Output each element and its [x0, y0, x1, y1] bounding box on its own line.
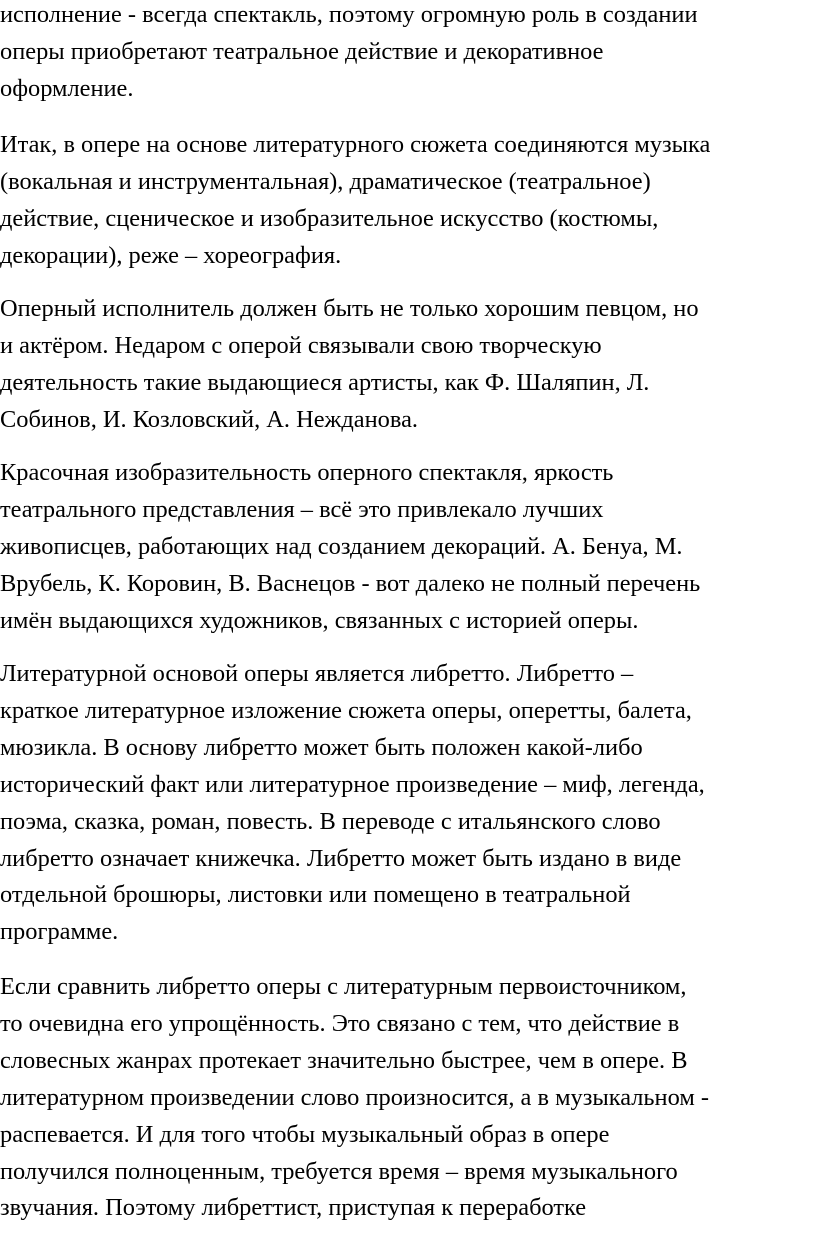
- text-line: исторический факт или литературное произведение – миф, легенда,: [0, 770, 705, 798]
- text-line: Оперный исполнитель должен быть не только хорошим певцом, но: [0, 295, 699, 322]
- text-line: оперы приобретают театральное действие и декоративное: [0, 37, 604, 65]
- text-line: распевается. И для того чтобы музыкальный образ в опере: [0, 1120, 610, 1148]
- text-line: Врубель, К. Коровин, В. Васнецов - вот далеко не полный перечень: [0, 569, 701, 597]
- text-line: оформление.: [0, 74, 134, 102]
- text-line: мюзикла. В основу либретто может быть положен какой-либо: [0, 733, 643, 761]
- text-line: имён выдающихся художников, связанных с историей оперы.: [0, 606, 639, 634]
- text-line: Литературной основой оперы является либретто. Либретто –: [0, 660, 634, 687]
- text-line: деятельность такие выдающиеся артисты, как Ф. Шаляпин, Л.: [0, 368, 650, 396]
- text-line: звучания. Поэтому либреттист, приступая к переработке: [0, 1194, 587, 1222]
- text-line: литературном произведении слово произносится, а в музыкальном -: [0, 1083, 709, 1111]
- text-line: либретто означает книжечка. Либретто может быть издано в виде: [0, 844, 682, 872]
- text-line: программе.: [0, 918, 119, 946]
- paragraph-opera-staging: [0, 0, 814, 108]
- paragraph-libretto-definition: [0, 656, 814, 951]
- text-line: получился полноценным, требуется время – время музыкального: [0, 1157, 678, 1185]
- text-line: то очевидна его упрощённость. Это связано с тем, что действие в: [0, 1009, 680, 1037]
- text-line: краткое литературное изложение сюжета оперы, оперетты, балета,: [0, 696, 692, 724]
- text-line: Красочная изобразительность оперного спектакля, яркость: [0, 459, 614, 486]
- text-line: и актёром. Недаром с оперой связывали свою творческую: [0, 331, 602, 359]
- text-line: отдельной брошюры, листовки или помещено в театральной: [0, 881, 631, 909]
- paragraph-libretto-comparison: [0, 969, 814, 1227]
- text-line: Собинов, И. Козловский, А. Нежданова.: [0, 405, 418, 433]
- text-line: декорации), реже – хореография.: [0, 241, 342, 269]
- text-line: (вокальная и инструментальная), драматическое (театральное): [0, 167, 651, 195]
- text-line: Итак, в опере на основе литературного сюжета соединяются музыка: [0, 131, 711, 158]
- text-line: театрального представления – всё это привлекало лучших: [0, 495, 604, 523]
- paragraph-opera-performers: [0, 291, 814, 439]
- paragraph-opera-painters: [0, 455, 814, 640]
- text-line: Если сравнить либретто оперы с литературным первоисточником,: [0, 973, 687, 1000]
- text-line: поэма, сказка, роман, повесть. В переводе с итальянского слово: [0, 807, 661, 835]
- text-line: действие, сценическое и изобразительное искусство (костюмы,: [0, 204, 659, 232]
- text-line: живописцев, работающих над созданием декораций. А. Бенуа, М.: [0, 532, 683, 560]
- text-line: исполнение - всегда спектакль, поэтому огромную роль в создании: [0, 1, 698, 28]
- text-line: словесных жанрах протекает значительно быстрее, чем в опере. В: [0, 1046, 688, 1074]
- paragraph-opera-components: [0, 127, 814, 275]
